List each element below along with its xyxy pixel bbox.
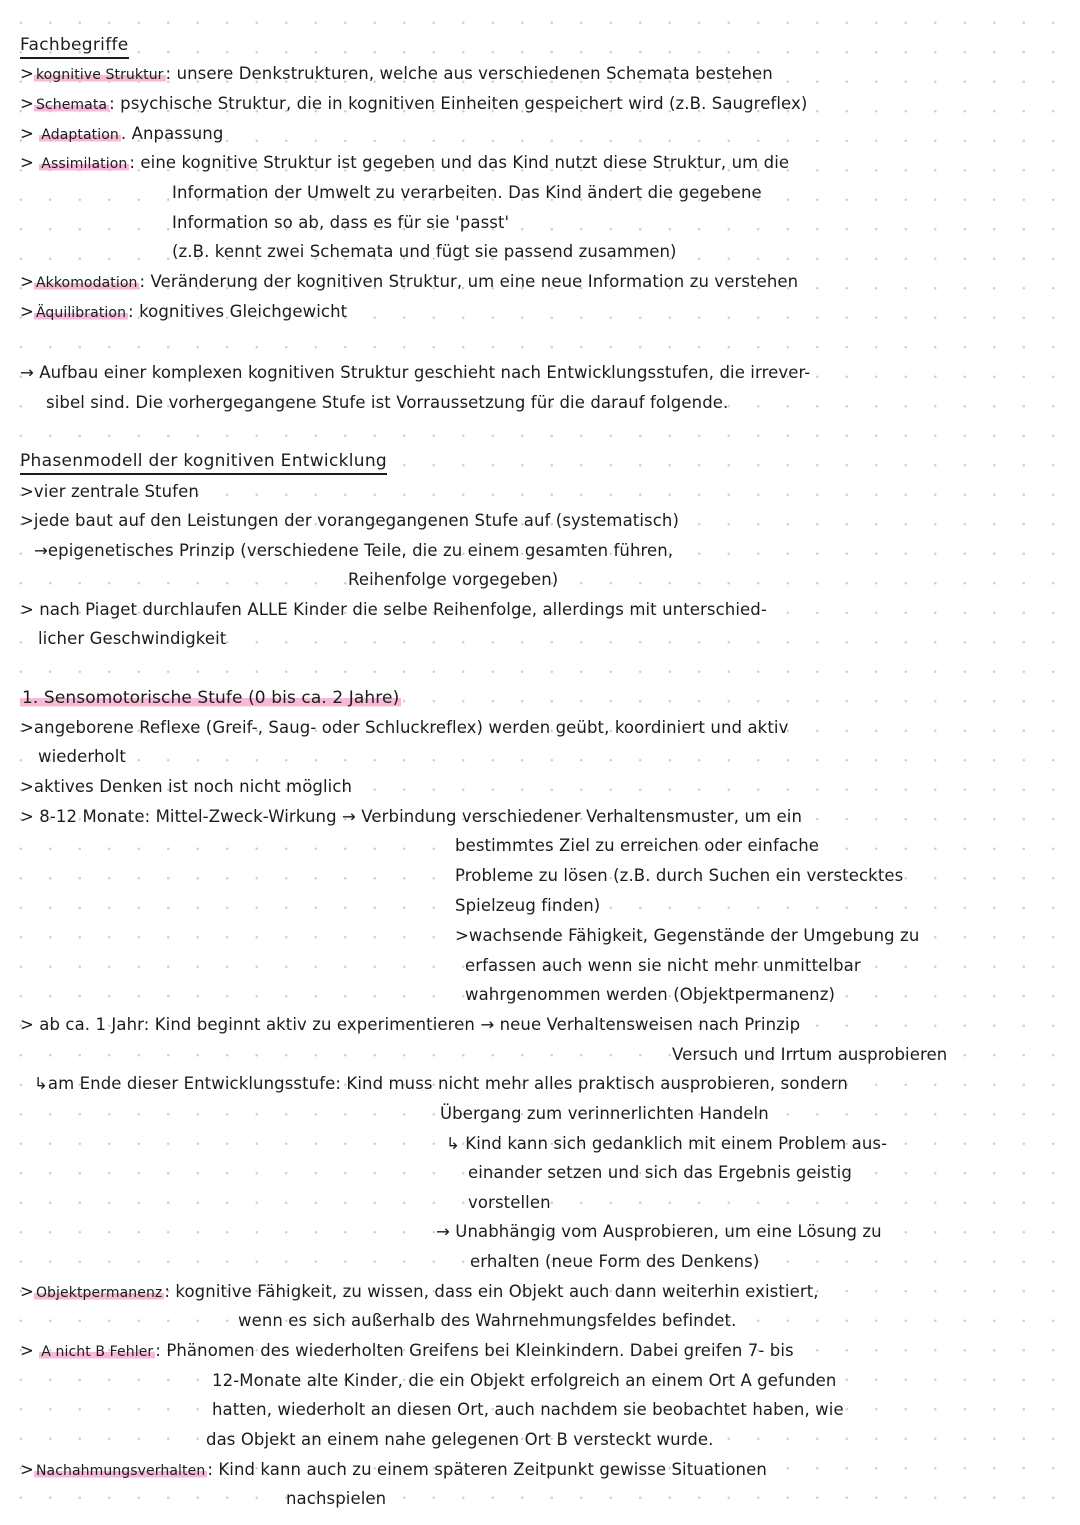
term-nachahmungsverhalten: > Nachahmungsverhalten : Kind kann auch zu einem späteren Zeitpunkt gewisse Situationen (20, 1460, 767, 1479)
bullet-line: >vier zentrale Stufen (20, 482, 199, 501)
term-kognitive-struktur: > kognitive Struktur : unsere Denkstrukturen, welche aus verschiedenen Schemata bestehen (20, 64, 773, 83)
term-assimilation: > Assimilation : eine kognitive Struktur ist gegeben und das Kind nutzt diese Struktur, um die (20, 153, 790, 172)
bullet-line: einander setzen und sich das Ergebnis geistig (468, 1163, 852, 1182)
term-definition-line: Information so ab, dass es für sie 'passt' (172, 213, 510, 232)
term-definition-line: das Objekt an einem nahe gelegenen Ort B versteckt wurde. (206, 1430, 714, 1449)
bullet-line: >wachsende Fähigkeit, Gegenstände der Umgebung zu (455, 926, 920, 945)
bullet-line: →epigenetisches Prinzip (verschiedene Teile, die zu einem gesamten führen, (34, 541, 674, 560)
bullet-line: >jede baut auf den Leistungen der vorangegangenen Stufe auf (systematisch) (20, 511, 679, 530)
bullet-line: Reihenfolge vorgegeben) (348, 570, 559, 589)
bullet-line: → Unabhängig vom Ausprobieren, um eine Lösung zu (436, 1222, 882, 1241)
term-definition: unsere Denkstrukturen, welche aus verschiedenen Schemata bestehen (176, 64, 773, 83)
term-definition-line: nachspielen (286, 1489, 387, 1508)
bullet-line: Probleme zu lösen (z.B. durch Suchen ein verstecktes (455, 866, 904, 885)
term-definition: psychische Struktur, die in kognitiven Einheiten gespeichert wird (z.B. Saugreflex) (120, 94, 808, 113)
term-aequilibration: > Äquilibration : kognitives Gleichgewicht (20, 302, 348, 321)
bullet-line: > 8-12 Monate: Mittel-Zweck-Wirkung → Verbindung verschiedener Verhaltensmuster, um ein (20, 807, 803, 826)
term-definition-line: hatten, wiederholt an diesen Ort, auch nachdem sie beobachtet haben, wie (212, 1400, 844, 1419)
note-line: → Aufbau einer komplexen kognitiven Struktur geschieht nach Entwicklungsstufen, die irrever- (20, 363, 811, 382)
term-definition-line: wenn es sich außerhalb des Wahrnehmungsfeldes befindet. (238, 1311, 737, 1330)
heading-phasenmodell: Phasenmodell der kognitiven Entwicklung (20, 450, 387, 475)
note-line: sibel sind. Die vorhergegangene Stufe ist Vorraussetzung für die darauf folgende. (46, 393, 729, 412)
term-akkomodation: > Akkomodation : Veränderung der kognitiven Struktur, um eine neue Information zu verstehen (20, 272, 799, 291)
term-definition: Veränderung der kognitiven Struktur, um eine neue Information zu verstehen (150, 272, 799, 291)
bullet-line: Übergang zum verinnerlichten Handeln (440, 1104, 769, 1123)
term-a-nicht-b-fehler: > A nicht B Fehler : Phänomen des wiederholten Greifens bei Kleinkindern. Dabei greifen 7- bis (20, 1341, 794, 1360)
term-definition-line: (z.B. kennt zwei Schemata und fügt sie passend zusammen) (172, 242, 677, 261)
term-objektpermanenz: > Objektpermanenz : kognitive Fähigkeit, zu wissen, dass ein Objekt auch dann weiterhin existiert, (20, 1282, 819, 1301)
term-label: Nachahmungsverhalten (35, 1463, 206, 1479)
bullet-line: bestimmtes Ziel zu erreichen oder einfache (455, 836, 820, 855)
bullet-line: erfassen auch wenn sie nicht mehr unmittelbar (465, 956, 861, 975)
heading-sensomotorische-stufe: 1. Sensomotorische Stufe (0 bis ca. 2 Jahre) (22, 688, 400, 708)
term-label: A nicht B Fehler (41, 1344, 154, 1360)
term-label: Akkomodation (35, 275, 138, 291)
term-definition: Kind kann auch zu einem späteren Zeitpunkt gewisse Situationen (218, 1460, 767, 1479)
bullet-line: erhalten (neue Form des Denkens) (470, 1252, 760, 1271)
term-label: Schemata (35, 97, 108, 113)
term-definition: eine kognitive Struktur ist gegeben und das Kind nutzt diese Struktur, um die (140, 153, 790, 172)
bullet-line: >aktives Denken ist noch nicht möglich (20, 777, 353, 796)
term-label: Objektpermanenz (35, 1285, 163, 1301)
term-definition: Phänomen des wiederholten Greifens bei Kleinkindern. Dabei greifen 7- bis (166, 1341, 794, 1360)
term-definition-line: Information der Umwelt zu verarbeiten. Das Kind ändert die gegebene (172, 183, 762, 202)
term-label: kognitive Struktur (35, 67, 164, 83)
bullet-line: wiederholt (38, 747, 126, 766)
term-adaptation: > Adaptation . Anpassung (20, 124, 224, 143)
bullet-line: vorstellen (468, 1193, 551, 1212)
bullet-line: licher Geschwindigkeit (38, 629, 227, 648)
bullet-line: ↳am Ende dieser Entwicklungsstufe: Kind muss nicht mehr alles praktisch ausprobieren, sondern (34, 1074, 848, 1093)
heading-fachbegriffe: Fachbegriffe (20, 34, 129, 59)
term-schemata: > Schemata : psychische Struktur, die in kognitiven Einheiten gespeichert wird (z.B. Saugreflex) (20, 94, 808, 113)
term-label: Assimilation (41, 156, 128, 172)
bullet-line: >angeborene Reflexe (Greif-, Saug- oder Schluckreflex) werden geübt, koordiniert und aktiv (20, 718, 789, 737)
term-definition: kognitive Fähigkeit, zu wissen, dass ein Objekt auch dann weiterhin existiert, (175, 1282, 819, 1301)
term-definition: Anpassung (131, 124, 224, 143)
term-definition: kognitives Gleichgewicht (139, 302, 348, 321)
bullet-line: > ab ca. 1 Jahr: Kind beginnt aktiv zu experimentieren → neue Verhaltensweisen nach Prinzip (20, 1015, 801, 1034)
term-label: Adaptation (41, 127, 119, 143)
term-definition-line: 12-Monate alte Kinder, die ein Objekt erfolgreich an einem Ort A gefunden (212, 1371, 837, 1390)
bullet-line: Spielzeug finden) (455, 896, 601, 915)
bullet-line: ↳ Kind kann sich gedanklich mit einem Problem aus- (446, 1134, 888, 1153)
bullet-line: > nach Piaget durchlaufen ALLE Kinder die selbe Reihenfolge, allerdings mit unterschied- (20, 600, 767, 619)
term-label: Äquilibration (35, 305, 127, 321)
bullet-line: wahrgenommen werden (Objektpermanenz) (465, 985, 836, 1004)
bullet-line: Versuch und Irrtum ausprobieren (672, 1045, 948, 1064)
